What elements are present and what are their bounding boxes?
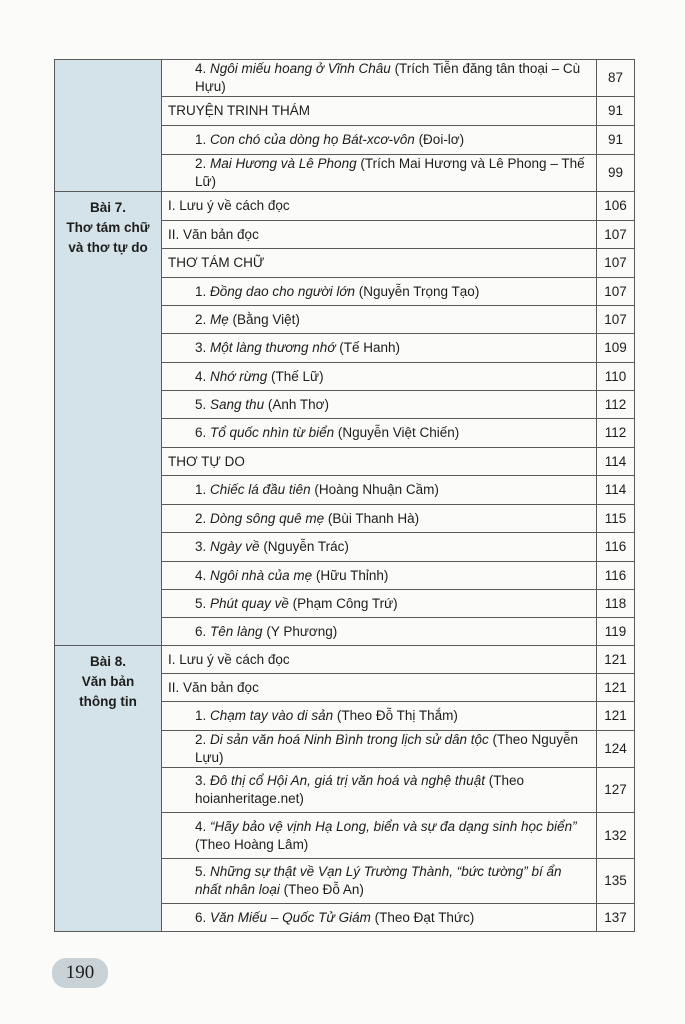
entry-title [162, 448, 597, 476]
author-note: (Theo hoianheritage.net) [195, 773, 524, 806]
entry-page: 137 [597, 904, 635, 932]
entry-number: 1. [195, 708, 207, 723]
entry-page: 132 [597, 813, 635, 859]
entry-title [162, 674, 597, 702]
entry-page: 91 [597, 126, 635, 155]
entry-page: 110 [597, 363, 635, 391]
section-heading: II. Văn bản đọc [168, 226, 259, 242]
entry-page: 127 [597, 768, 635, 813]
entry-number: 2. [195, 311, 207, 327]
entry-number: 1. [195, 283, 207, 299]
work-title: Dòng sông quê mẹ [210, 510, 325, 526]
entry-page: 114 [597, 448, 635, 476]
author-note: (Theo Đỗ Thị Thắm) [333, 708, 458, 723]
entry-title [162, 221, 597, 249]
entry-number: 1. [195, 482, 207, 497]
entry-page: 116 [597, 533, 635, 562]
entry-number: 6. [195, 425, 207, 440]
entry-number: 2. [195, 510, 207, 526]
entry-page: 119 [597, 618, 635, 646]
work-title: Tổ quốc nhìn từ biển [210, 425, 335, 440]
entry-title [162, 363, 597, 391]
work-title: Chạm tay vào di sản [210, 708, 334, 723]
author-note: (Nguyễn Trác) [259, 539, 349, 554]
entry-title [162, 702, 597, 731]
entry-page: 106 [597, 192, 635, 221]
entry-page: 121 [597, 702, 635, 731]
work-title: Ngôi nhà của mẹ [210, 567, 313, 583]
entry-title [162, 562, 597, 590]
lesson-label: Bài 8. Văn bản thông tin [55, 646, 162, 932]
work-title: Di sản văn hoá Ninh Bình trong lịch sử dân tộc [210, 732, 489, 747]
entry-number: 4. [195, 61, 207, 76]
work-title: Mẹ [210, 311, 229, 327]
entry-title [162, 155, 597, 192]
work-title: Phút quay về [210, 595, 289, 611]
author-note: (Theo Đạt Thức) [370, 909, 475, 925]
author-note: (Theo Nguyễn Lựu) [195, 732, 579, 765]
entry-page: 121 [597, 646, 635, 674]
entry-page: 107 [597, 249, 635, 278]
entry-number: 5. [195, 396, 207, 412]
entry-title [162, 618, 597, 646]
entry-title [162, 904, 597, 932]
toc-row [55, 646, 635, 674]
work-title: “Hãy bảo vệ vịnh Hạ Long, biển và sự đa dạng sinh học biển” [210, 818, 577, 834]
author-note: (Anh Thơ) [264, 396, 329, 412]
work-title: Một làng thương nhớ [210, 340, 336, 355]
entry-title [162, 859, 597, 904]
entry-title [162, 126, 597, 155]
entry-title [162, 813, 597, 859]
entry-page: 109 [597, 334, 635, 363]
work-title: Văn Miếu – Quốc Tử Giám [210, 909, 371, 925]
author-note: (Nguyễn Trọng Tạo) [355, 283, 480, 299]
section-heading: I. Lưu ý về cách đọc [168, 198, 290, 213]
entry-number: 3. [195, 539, 207, 554]
lesson-label [55, 60, 162, 192]
table-of-contents [54, 59, 635, 932]
page-number: 190 [52, 958, 108, 988]
author-note: (Nguyễn Việt Chiến) [334, 425, 460, 440]
entry-title [162, 731, 597, 768]
entry-title [162, 590, 597, 618]
author-note: (Trích Tiễn đăng tân thoại – Cù Hựu) [195, 61, 581, 94]
entry-number: 6. [195, 623, 207, 639]
entry-page: 87 [597, 60, 635, 97]
entry-page: 121 [597, 674, 635, 702]
entry-number: 3. [195, 340, 207, 355]
toc-row [55, 192, 635, 221]
author-note: (Bằng Việt) [228, 311, 300, 327]
entry-page: 118 [597, 590, 635, 618]
entry-title [162, 646, 597, 674]
section-heading: THƠ TỰ DO [168, 453, 245, 469]
section-heading: TRUYỆN TRINH THÁM [168, 103, 311, 118]
author-note: (Bùi Thanh Hà) [324, 510, 420, 526]
author-note: (Phạm Công Trứ) [288, 595, 398, 611]
entry-number: 4. [195, 368, 207, 384]
entry-number: 4. [195, 818, 207, 834]
author-note: (Thế Lữ) [267, 368, 324, 384]
entry-page: 107 [597, 306, 635, 334]
work-title: Chiếc lá đầu tiên [210, 482, 311, 497]
entry-number: 5. [195, 595, 207, 611]
entry-page: 107 [597, 278, 635, 306]
toc-row [55, 60, 635, 97]
work-title: Mai Hương và Lê Phong [210, 156, 357, 171]
author-note: (Hữu Thỉnh) [312, 567, 389, 583]
author-note: (Tế Hanh) [335, 340, 401, 355]
lesson-label: Bài 7. Thơ tám chữ và thơ tự do [55, 192, 162, 646]
entry-title [162, 391, 597, 419]
entry-page: 135 [597, 859, 635, 904]
section-heading: I. Lưu ý về cách đọc [168, 651, 290, 667]
entry-number: 2. [195, 156, 207, 171]
entry-title [162, 505, 597, 533]
entry-number: 3. [195, 773, 207, 788]
entry-number: 6. [195, 909, 207, 925]
work-title: Ngày về [210, 539, 260, 554]
entry-title [162, 249, 597, 278]
author-note: (Y Phương) [262, 623, 338, 639]
author-note: (Theo Đỗ An) [279, 882, 364, 897]
author-note: (Hoàng Nhuận Cầm) [310, 482, 439, 497]
work-title: Sang thu [210, 396, 265, 412]
entry-number: 4. [195, 567, 207, 583]
entry-number: 1. [195, 132, 207, 147]
entry-page: 91 [597, 97, 635, 126]
entry-page: 99 [597, 155, 635, 192]
entry-title [162, 306, 597, 334]
author-note: (Trích Mai Hương và Lê Phong – Thế Lữ) [195, 156, 585, 189]
work-title: Nhớ rừng [210, 368, 268, 384]
entry-title [162, 533, 597, 562]
section-heading: II. Văn bản đọc [168, 679, 259, 695]
work-title: Những sự thật về Vạn Lý Trường Thành, “bức tường” bí ẩn nhất nhân loại [195, 864, 562, 897]
work-title: Đồng dao cho người lớn [210, 283, 355, 299]
work-title: Đô thị cổ Hội An, giá trị văn hoá và nghệ thuật [210, 773, 485, 788]
entry-title [162, 768, 597, 813]
entry-title [162, 192, 597, 221]
entry-page: 116 [597, 562, 635, 590]
author-note: (Theo Hoàng Lâm) [195, 836, 309, 852]
entry-number: 2. [195, 732, 207, 747]
entry-title [162, 419, 597, 448]
work-title: Ngôi miếu hoang ở Vĩnh Châu [210, 61, 391, 76]
author-note: (Đoi-lơ) [414, 132, 465, 147]
entry-page: 112 [597, 391, 635, 419]
work-title: Tên làng [210, 623, 263, 639]
entry-number: 5. [195, 864, 207, 879]
entry-title [162, 97, 597, 126]
entry-title [162, 334, 597, 363]
entry-title [162, 60, 597, 97]
entry-page: 107 [597, 221, 635, 249]
entry-title [162, 278, 597, 306]
entry-page: 114 [597, 476, 635, 505]
entry-page: 112 [597, 419, 635, 448]
section-heading: THƠ TÁM CHỮ [168, 255, 265, 270]
entry-page: 124 [597, 731, 635, 768]
work-title: Con chó của dòng họ Bát-xcơ-vôn [210, 132, 415, 147]
entry-title [162, 476, 597, 505]
entry-page: 115 [597, 505, 635, 533]
